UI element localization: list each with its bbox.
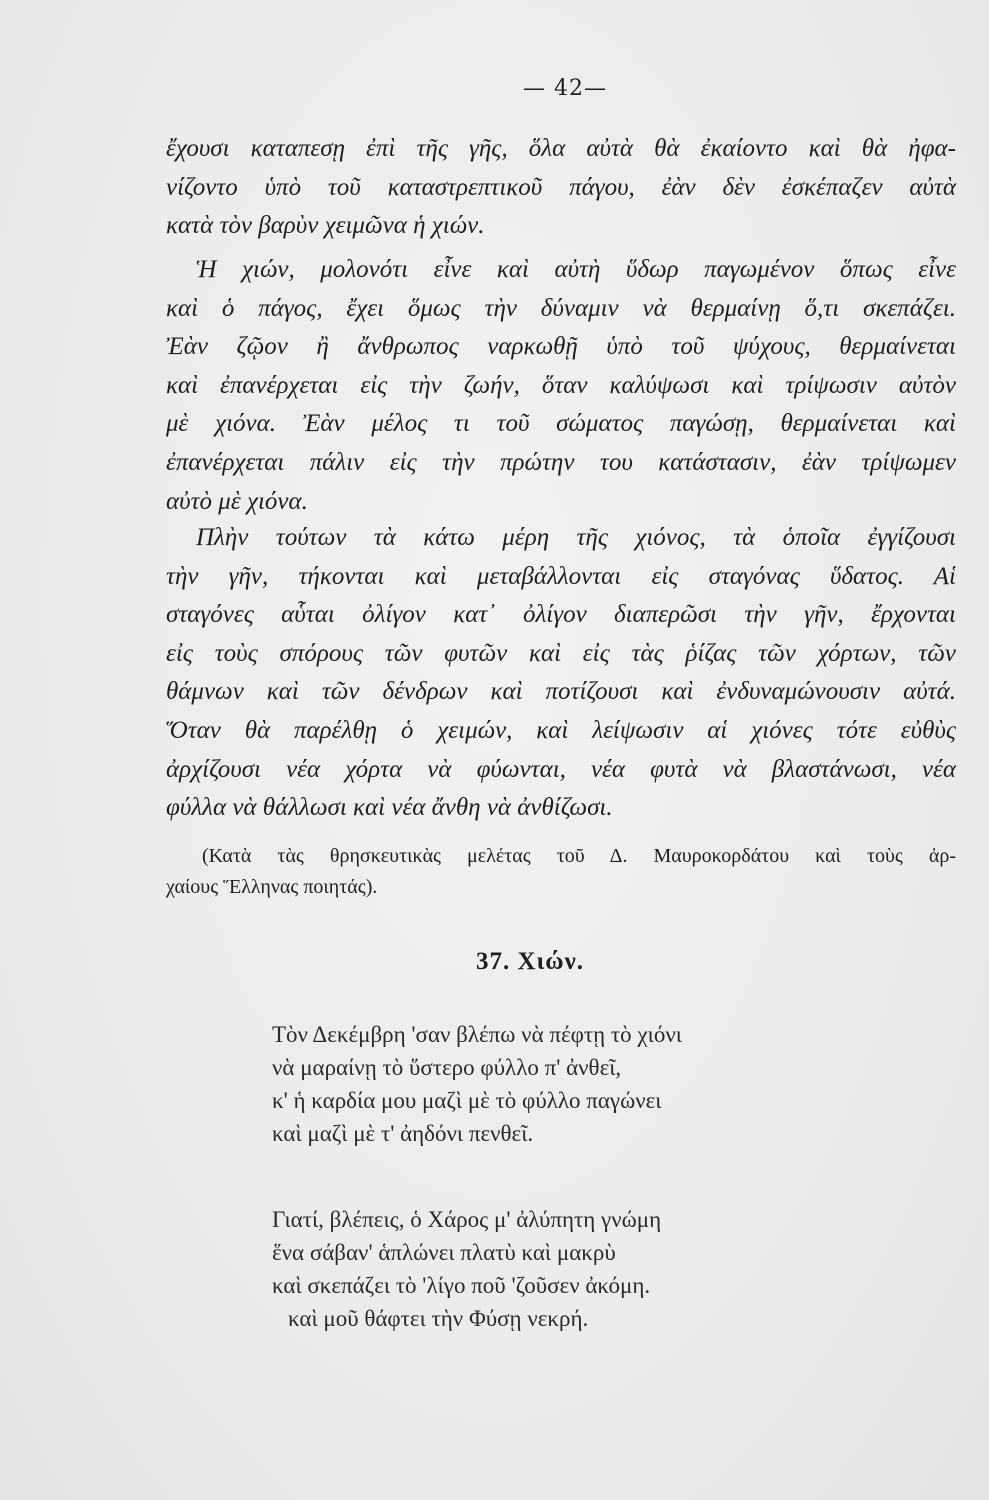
text-line: ἔχουσι καταπεσῃ ἐπὶ τῆς γῆς, ὅλα αὐτὰ θὰ ἐκαίοντο καὶ θὰ ἠφα- (166, 135, 956, 162)
paragraph-2 (166, 251, 956, 521)
poem-line: κ' ἡ καρδία μου μαζὶ μὲ τὸ φύλλο παγώνει (272, 1088, 662, 1113)
text-line: ἀρχίζουσι νέα χόρτα νὰ φύωνται, νέα φυτὰ νὰ βλαστάνωσι, νέα (166, 755, 956, 783)
source-note (166, 841, 956, 903)
poem-line: ἕνα σάβαν' ἁπλώνει πλατὺ καὶ μακρὺ (272, 1240, 616, 1265)
text-line: εἰς τοὺς σπόρους τῶν φυτῶν καὶ εἰς τὰς ῥίζας τῶν χόρτων, τῶν (166, 639, 956, 667)
note-line: (Κατὰ τὰς θρησκευτικὰς μελέτας τοῦ Δ. Μαυροκορδάτου καὶ τοὺς ἀρ- (202, 845, 956, 867)
text-line: φύλλα νὰ θάλλωσι καὶ νέα ἄνθη νὰ ἀνθίζωσι. (166, 794, 613, 822)
paragraph-3 (166, 519, 956, 828)
text-line: Πλὴν τούτων τὰ κάτω μέρη τῆς χιόνος, τὰ ὁποῖα ἐγγίζουσι (196, 524, 956, 551)
poem-stanza-1 (272, 1018, 682, 1150)
poem-line: καὶ μοῦ θάφτει τὴν Φύσῃ νεκρή. (288, 1306, 589, 1331)
poem-line: καὶ σκεπάζει τὸ 'λίγο ποῦ 'ζοῦσεν ἀκόμη. (272, 1273, 651, 1298)
text-line: κατὰ τὸν βαρὺν χειμῶνα ἡ χιών. (166, 212, 485, 240)
text-line: θάμνων καὶ τῶν δένδρων καὶ ποτίζουσι καὶ ἐνδυναμώνουσιν αὐτά. (166, 678, 956, 706)
text-line: νίζοντο ὑπὸ τοῦ καταστρεπτικοῦ πάγου, ἐὰν δὲν ἐσκέπαζεν αὐτὰ (166, 173, 956, 201)
text-line: καὶ ὁ πάγος, ἔχει ὅμως τὴν δύναμιν νὰ θερμαίνῃ ὅ,τι σκεπάζει. (166, 294, 956, 322)
poem-line: καὶ μαζὶ μὲ τ' ἀηδόνι πενθεῖ. (272, 1121, 534, 1146)
poem-stanza-2 (272, 1203, 661, 1335)
text-line: καὶ ἐπανέρχεται εἰς τὴν ζωήν, ὅταν καλύψωσι καὶ τρίψωσιν αὐτὸν (166, 371, 956, 399)
text-line: αὐτὸ μὲ χιόνα. (166, 487, 308, 515)
poem-line: Τὸν Δεκέμβρη 'σαν βλέπω νὰ πέφτῃ τὸ χιόνι (272, 1022, 682, 1047)
text-line: τὴν γῆν, τήκονται καὶ μεταβάλλονται εἰς σταγόνας ὕδατος. Αἱ (166, 562, 956, 590)
text-line: Ὅταν θὰ παρέλθῃ ὁ χειμών, καὶ λείψωσιν αἱ χιόνες τότε εὐθὺς (166, 716, 956, 744)
text-line: σταγόνες αὗται ὀλίγον κατ᾿ ὀλίγον διαπερῶσι τὴν γῆν, ἔρχονται (166, 601, 956, 629)
section-title: 37. Χιών. (476, 948, 584, 975)
paragraph-1 (166, 130, 956, 246)
text-line: μὲ χιόνα. Ἐὰν μέλος τι τοῦ σώματος παγώσῃ, θερμαίνεται καὶ (166, 410, 956, 438)
page-number: — 42— (523, 76, 607, 101)
poem-line: Γιατί, βλέπεις, ὁ Χάρος μ' ἀλύπητη γνώμη (272, 1207, 662, 1232)
text-line: Ἐὰν ζῷον ἢ ἄνθρωπος ναρκωθῇ ὑπὸ τοῦ ψύχους, θερμαίνεται (166, 333, 956, 361)
note-line: χαίους Ἕλληνας ποιητάς). (166, 876, 378, 898)
text-line: Ἡ χιών, μολονότι εἶνε καὶ αὐτὴ ὕδωρ παγωμένον ὅπως εἶνε (196, 256, 956, 283)
poem-line: νὰ μαραίνῃ τὸ ὕστερο φύλλο π' ἀνθεῖ, (272, 1055, 622, 1080)
text-line: ἐπανέρχεται πάλιν εἰς τὴν πρώτην του κατάστασιν, ἐὰν τρίψωμεν (166, 448, 956, 476)
